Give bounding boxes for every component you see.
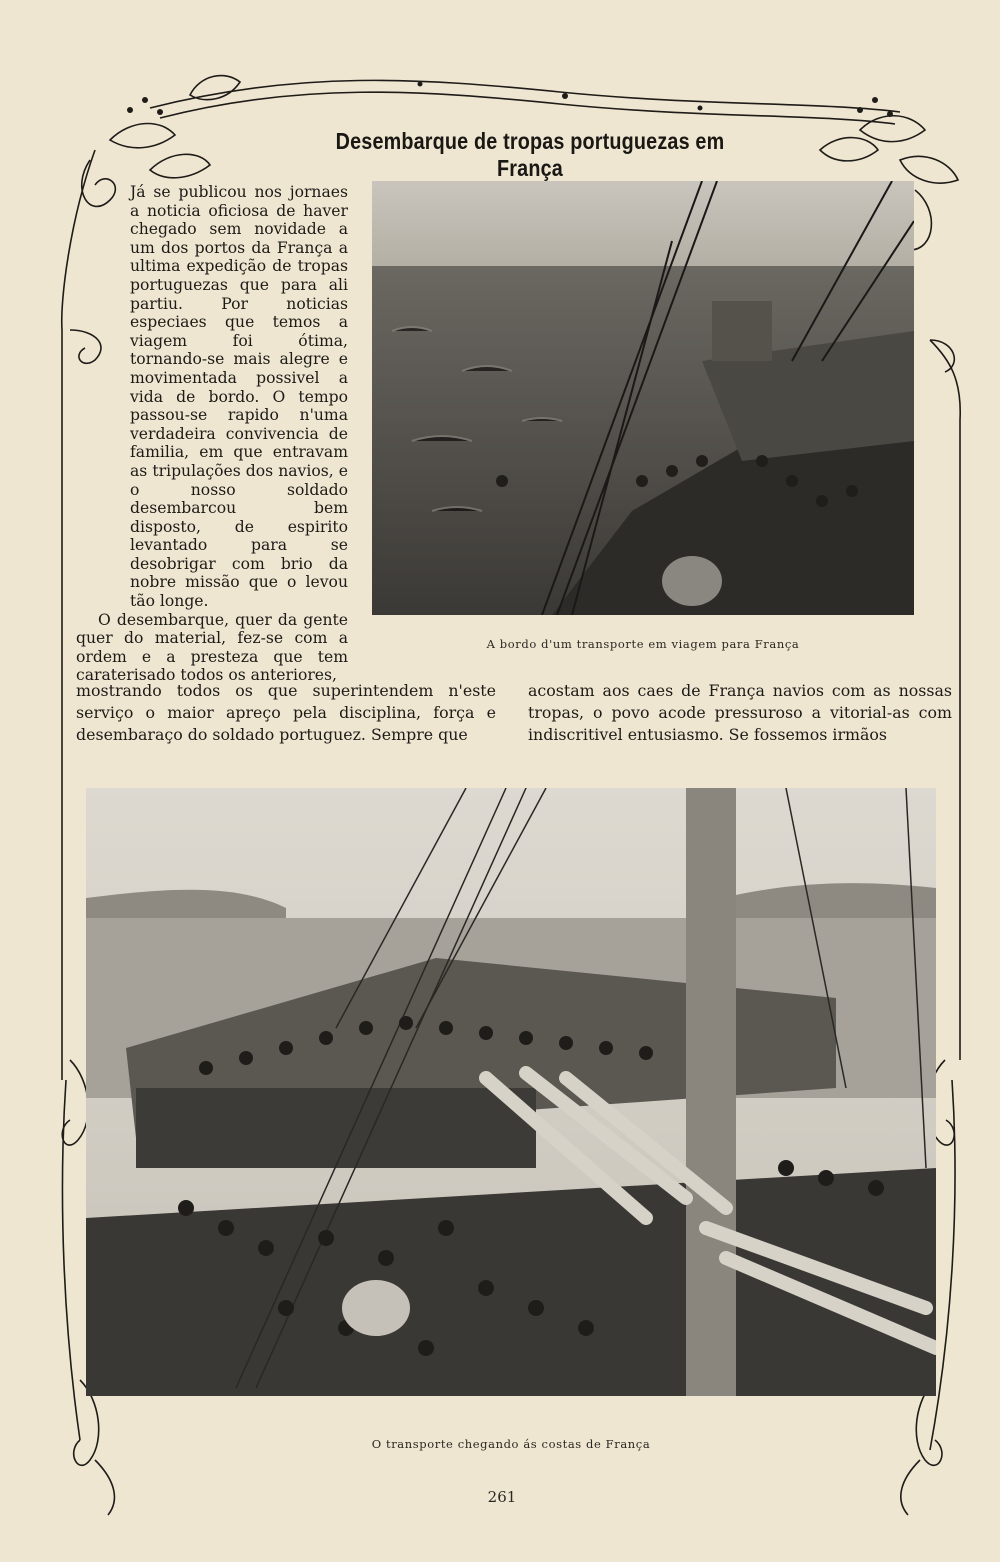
- article-intro-column: [76, 183, 348, 685]
- text-continuation-left: mostrando todos os que superintendem n'este serviço o maior apreço pela disciplina, força e desembaraço do soldado portuguez. Sempre que: [76, 681, 496, 744]
- text-continuation-right: acostam aos caes de França navios com as nossas tropas, o povo acode pressuroso a vitorial-as com indiscritivel entusiasmo. Se fossemos irmãos: [528, 681, 952, 744]
- top-photo: [372, 181, 914, 615]
- intro-paragraph: Já se publicou nos jornaes a noticia oficiosa de haver chegado sem novidade a um dos portos da França a ultima expedição de tropas portuguezas que para ali partiu. Por noticias especiaes que temos a viagem foi ótima, tornando-se mais alegre e movimentada possivel a vida de bordo. O tempo passou-se rapido n'uma verdadeira convivencia de familia, em que entravam as tripulações dos navios, e o nosso soldado desembarcou bem disposto, de espirito levantado para se desobrigar com brio da nobre missão que o levou tão longe.: [130, 183, 348, 611]
- top-photo-caption: A bordo d'um transporte em viagem para França: [486, 637, 800, 651]
- second-paragraph-start: O desembarque, quer da gente quer do material, fez-se com a ordem e a presteza que tem caraterisado todos os anteriores,: [76, 610, 348, 685]
- bottom-photo: [86, 788, 936, 1396]
- page-number: 261: [487, 1488, 517, 1506]
- bottom-photo-caption: O transporte chegando ás costas de França: [371, 1437, 651, 1451]
- article-title: Desembarque de tropas portuguezas em França: [335, 128, 725, 181]
